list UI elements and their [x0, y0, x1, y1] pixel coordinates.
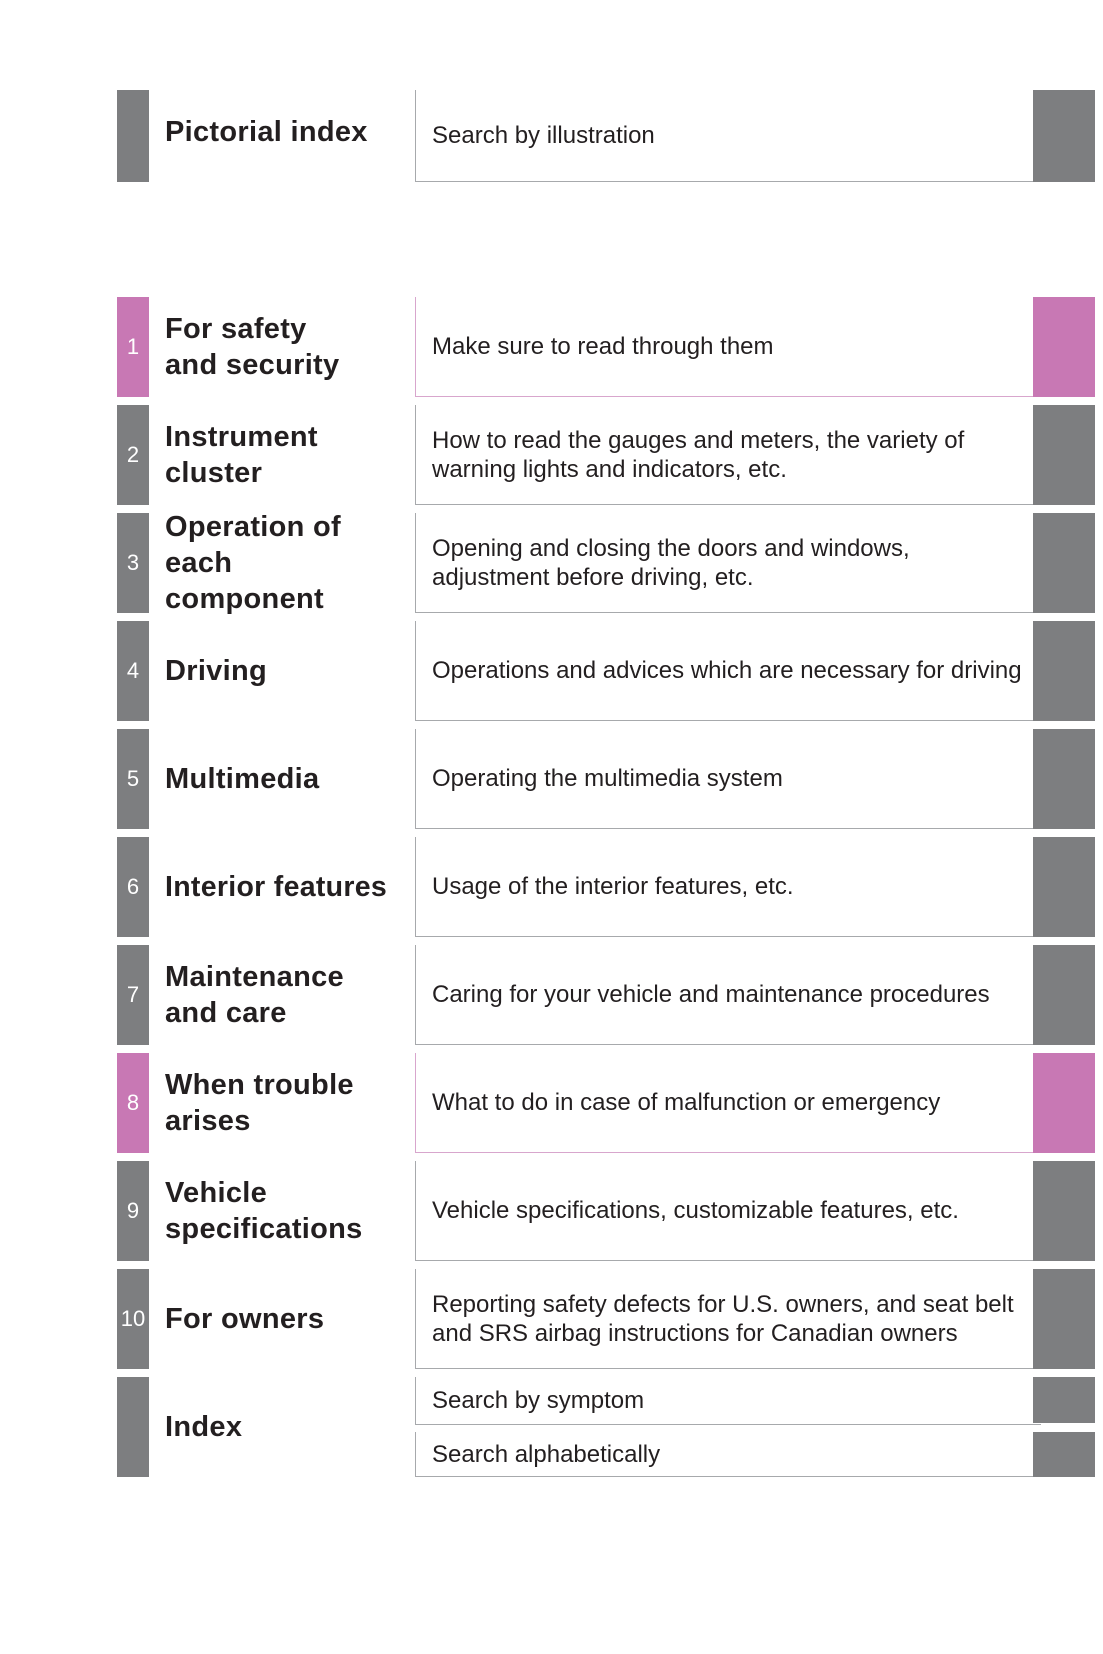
chapter-side-tab[interactable] [1033, 945, 1095, 1045]
chapter-description: Caring for your vehicle and maintenance procedures [415, 945, 1041, 1045]
chapter-title: Maintenance and care [165, 961, 344, 1029]
search-alphabetically[interactable]: Search alphabetically [415, 1432, 1041, 1477]
chapter-row-2[interactable] [0, 405, 1103, 505]
pictorial-index-description: Search by illustration [415, 90, 1041, 182]
chapter-number: 7 [117, 945, 149, 1045]
chapter-side-tab[interactable] [1033, 513, 1095, 613]
chapter-description: Operating the multimedia system [415, 729, 1041, 829]
chapter-title: When trouble arises [165, 1069, 354, 1137]
chapter-title: Operation of each component [165, 511, 341, 615]
chapter-number: 1 [117, 297, 149, 397]
chapter-row-3[interactable] [0, 513, 1103, 613]
chapter-side-tab[interactable] [1033, 1053, 1095, 1153]
chapter-row-10[interactable] [0, 1269, 1103, 1369]
chapter-title: For safety and security [165, 313, 340, 381]
chapter-side-tab[interactable] [1033, 837, 1095, 937]
chapter-number: 5 [117, 729, 149, 829]
chapter-number: 2 [117, 405, 149, 505]
chapter-description: Vehicle specifications, customizable features, etc. [415, 1161, 1041, 1261]
chapter-side-tab[interactable] [1033, 729, 1095, 829]
chapter-side-tab[interactable] [1033, 1161, 1095, 1261]
chapter-description: How to read the gauges and meters, the variety of warning lights and indicators, etc. [415, 405, 1041, 505]
chapter-side-tab[interactable] [1033, 1269, 1095, 1369]
index-title: Index [165, 1411, 243, 1443]
search-by-symptom-side-tab[interactable] [1033, 1377, 1095, 1423]
chapter-row-6[interactable] [0, 837, 1103, 937]
chapter-number: 9 [117, 1161, 149, 1261]
index-tab [117, 1377, 149, 1477]
chapter-title: For owners [165, 1303, 325, 1335]
chapter-title: Instrument cluster [165, 421, 318, 489]
chapter-title: Driving [165, 655, 267, 687]
chapter-number: 6 [117, 837, 149, 937]
pictorial-index-row[interactable] [0, 90, 1103, 182]
pictorial-index-side-tab[interactable] [1033, 90, 1095, 182]
chapter-row-1[interactable] [0, 297, 1103, 397]
index-row[interactable] [0, 1377, 1103, 1477]
chapter-title: Vehicle specifications [165, 1177, 363, 1245]
pictorial-index-tab [117, 90, 149, 182]
chapter-side-tab[interactable] [1033, 621, 1095, 721]
chapter-title: Interior features [165, 871, 388, 903]
chapter-description: Reporting safety defects for U.S. owners, and seat belt and SRS airbag instructions for Canadian owners [415, 1269, 1041, 1369]
chapter-title: Multimedia [165, 763, 320, 795]
chapter-number: 10 [117, 1269, 149, 1369]
chapter-row-7[interactable] [0, 945, 1103, 1045]
chapter-description: Opening and closing the doors and windows, adjustment before driving, etc. [415, 513, 1041, 613]
chapter-row-4[interactable] [0, 621, 1103, 721]
search-by-symptom[interactable]: Search by symptom [415, 1377, 1041, 1425]
pictorial-index-title: Pictorial index [165, 116, 368, 148]
chapter-row-8[interactable] [0, 1053, 1103, 1153]
chapter-number: 3 [117, 513, 149, 613]
chapter-side-tab[interactable] [1033, 297, 1095, 397]
chapter-row-5[interactable] [0, 729, 1103, 829]
chapter-number: 8 [117, 1053, 149, 1153]
chapter-description: Operations and advices which are necessary for driving [415, 621, 1041, 721]
chapter-description: What to do in case of malfunction or emergency [415, 1053, 1041, 1153]
chapter-side-tab[interactable] [1033, 405, 1095, 505]
chapter-description: Usage of the interior features, etc. [415, 837, 1041, 937]
search-alphabetically-side-tab[interactable] [1033, 1432, 1095, 1477]
chapter-row-9[interactable] [0, 1161, 1103, 1261]
chapter-number: 4 [117, 621, 149, 721]
chapter-description: Make sure to read through them [415, 297, 1041, 397]
